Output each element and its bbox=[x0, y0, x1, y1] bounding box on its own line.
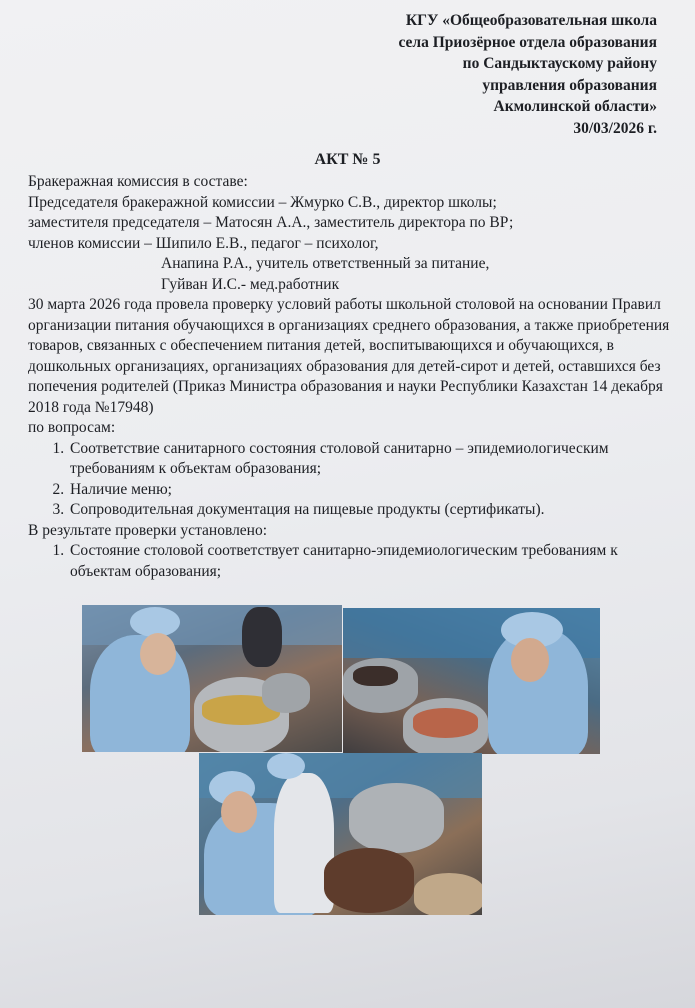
inspection-paragraph: 30 марта 2026 года провела проверку условий работы школьной столовой на основании Правил организации питания обучающихся в организациях среднего образования, а также приобретения товаров, связанных с обеспечением питания детей, воспитывающихся и обучающихся, в дошкольных организациях, организациях образования для детей-сирот и детей, оставшихся без попечения родителей (Приказ Министра образования и науки Республики Казахстан 14 декабря 2018 года №17948) bbox=[28, 296, 670, 416]
commission-member: Анапина Р.А., учитель ответственный за питание, bbox=[161, 255, 490, 272]
commission-chair: Председателя бракеражной комиссии – Жмурко С.В., директор школы; bbox=[28, 193, 497, 211]
header-line: Акмолинской области» bbox=[493, 98, 657, 115]
header-line: села Приозёрное отдела образования bbox=[398, 33, 657, 51]
questions-intro: по вопросам: bbox=[28, 419, 116, 436]
document-date: 30/03/2026 г. bbox=[573, 119, 657, 137]
commission-deputy: заместителя председателя – Матосян А.А., заместитель директора по ВР; bbox=[28, 214, 514, 231]
commission-intro: Бракеражная комиссия в составе: bbox=[28, 173, 248, 190]
header-line: по Сандыктаускому району bbox=[462, 55, 657, 72]
header-line: КГУ «Общеобразовательная школа bbox=[405, 12, 657, 29]
list-item: 2. Наличие меню; bbox=[68, 480, 673, 501]
commission-member: Гуйван И.С.- мед.работник bbox=[161, 275, 340, 293]
list-item: 1. Соответствие санитарного состояния столовой санитарно – эпидемиологическим требованиям к объектам образования; bbox=[68, 439, 673, 480]
photo-kitchen-inspection-3 bbox=[199, 753, 482, 915]
results-list bbox=[28, 541, 673, 582]
act-body bbox=[28, 172, 673, 582]
organization-header bbox=[317, 10, 657, 139]
list-item: 1. Состояние столовой соответствует санитарно-эпидемиологическим требованиям к объектам образования; bbox=[68, 541, 673, 582]
commission-members: членов комиссии – Шипило Е.В., педагог – психолог, bbox=[28, 234, 379, 252]
header-line: управления образования bbox=[482, 76, 657, 94]
questions-list bbox=[28, 439, 673, 521]
photo-kitchen-inspection-1 bbox=[82, 605, 342, 752]
photo-kitchen-inspection-2 bbox=[343, 608, 600, 754]
list-item: 3. Сопроводительная документация на пищевые продукты (сертификаты). bbox=[68, 500, 673, 521]
act-title: АКТ № 5 bbox=[314, 151, 381, 168]
result-intro: В результате проверки установлено: bbox=[28, 521, 268, 539]
